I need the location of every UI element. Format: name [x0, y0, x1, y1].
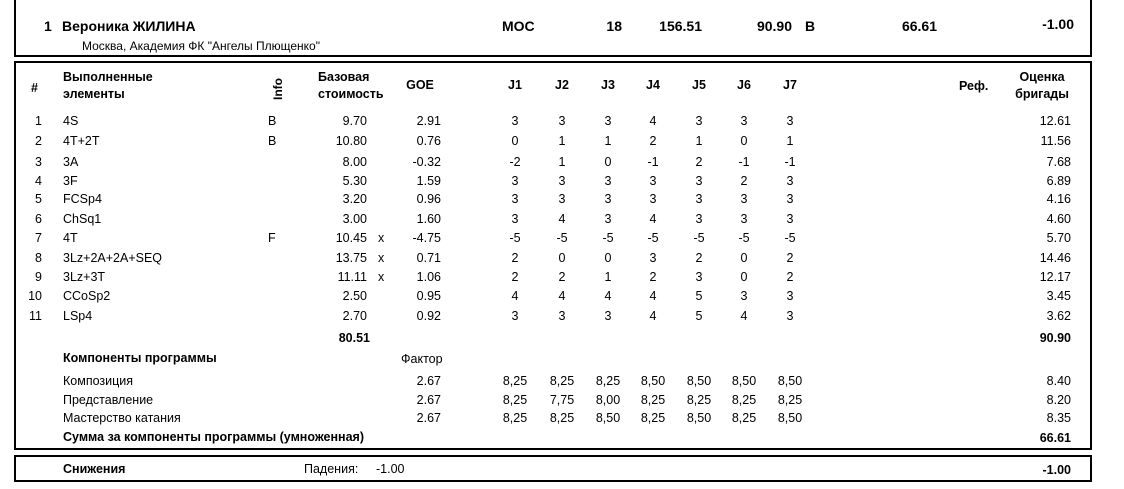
component-judge-5: 8,50 — [686, 374, 712, 388]
component-judge-5: 8,25 — [686, 393, 712, 407]
element-judge-6: 3 — [740, 192, 748, 206]
element-judge-6: 3 — [740, 114, 748, 128]
element-judge-7: 3 — [786, 192, 794, 206]
component-factor: 2.67 — [416, 411, 441, 425]
element-judge-5: 3 — [695, 270, 703, 284]
element-judge-6: 0 — [740, 134, 748, 148]
element-judge-6: -5 — [738, 231, 750, 245]
element-judge-3: 3 — [604, 174, 612, 188]
header-number: # — [31, 81, 38, 95]
element-code: 3F — [63, 174, 78, 188]
athlete-pcs-flag: B — [805, 18, 816, 34]
component-judge-2: 8,25 — [549, 374, 575, 388]
header-elements-1: Выполненные — [63, 70, 153, 84]
element-judge-2: 1 — [558, 155, 566, 169]
element-judge-7: 3 — [786, 174, 794, 188]
element-judge-2: 1 — [558, 134, 566, 148]
element-judge-1: -2 — [509, 155, 521, 169]
element-base-value: 10.45 — [335, 231, 367, 245]
element-judge-5: 3 — [695, 192, 703, 206]
element-judge-3: 3 — [604, 212, 612, 226]
athlete-tes: 90.90 — [756, 18, 792, 34]
element-goe: 2.91 — [416, 114, 441, 128]
element-code: 4T+2T — [63, 134, 100, 148]
element-judge-3: 4 — [604, 289, 612, 303]
element-judge-2: 3 — [558, 114, 566, 128]
element-goe: 1.60 — [416, 212, 441, 226]
element-judge-4: -1 — [647, 155, 659, 169]
element-base-value: 2.50 — [342, 289, 367, 303]
header-judge-2: J2 — [555, 78, 569, 92]
element-goe: 0.71 — [416, 251, 441, 265]
element-code: FCSp4 — [63, 192, 102, 206]
element-number: 3 — [35, 155, 42, 169]
element-judge-3: -5 — [602, 231, 614, 245]
element-judge-6: -1 — [738, 155, 750, 169]
component-score: 8.40 — [1046, 374, 1071, 388]
header-judge-3: J3 — [601, 78, 615, 92]
component-judge-6: 8,25 — [731, 411, 757, 425]
element-number: 5 — [35, 192, 42, 206]
component-judge-1: 8,25 — [502, 411, 528, 425]
falls-value: -1.00 — [376, 462, 405, 476]
header-judge-5: J5 — [692, 78, 706, 92]
element-judge-6: 0 — [740, 251, 748, 265]
deductions-label: Снижения — [63, 462, 126, 476]
element-base-value: 3.00 — [342, 212, 367, 226]
element-number: 4 — [35, 174, 42, 188]
athlete-pcs: 66.61 — [901, 18, 937, 34]
element-judge-2: 3 — [558, 174, 566, 188]
element-base-value: 11.11 — [337, 270, 367, 284]
element-judge-7: 3 — [786, 212, 794, 226]
component-name: Композиция — [63, 374, 134, 388]
element-judge-7: 3 — [786, 114, 794, 128]
falls-label: Падения: — [304, 462, 359, 476]
component-factor: 2.67 — [416, 393, 441, 407]
element-number: 8 — [35, 251, 42, 265]
element-goe: 0.76 — [416, 134, 441, 148]
element-judge-6: 2 — [740, 174, 748, 188]
element-judge-3: 1 — [604, 270, 612, 284]
element-judge-1: 3 — [511, 174, 519, 188]
header-base-value-1: Базовая — [318, 70, 370, 84]
element-panel-score: 6.89 — [1046, 174, 1071, 188]
element-judge-7: -1 — [784, 155, 796, 169]
header-judge-4: J4 — [646, 78, 660, 92]
element-judge-2: 3 — [558, 309, 566, 323]
element-judge-5: 2 — [695, 155, 703, 169]
component-judge-1: 8,25 — [502, 374, 528, 388]
element-base-value: 8.00 — [342, 155, 367, 169]
component-name: Представление — [63, 393, 154, 407]
element-judge-7: 3 — [786, 309, 794, 323]
element-goe: 1.06 — [416, 270, 441, 284]
element-judge-5: 1 — [695, 134, 703, 148]
element-judge-5: 3 — [695, 212, 703, 226]
deductions-total: -1.00 — [1042, 463, 1071, 477]
component-judge-3: 8,00 — [595, 393, 621, 407]
element-judge-4: 2 — [649, 134, 657, 148]
element-number: 7 — [35, 231, 42, 245]
element-judge-6: 3 — [740, 212, 748, 226]
element-judge-4: 4 — [649, 114, 657, 128]
element-judge-3: 0 — [604, 251, 612, 265]
element-judge-1: -5 — [509, 231, 521, 245]
element-judge-4: 4 — [649, 212, 657, 226]
component-judge-2: 8,25 — [549, 411, 575, 425]
element-judge-4: 4 — [649, 289, 657, 303]
element-judge-2: 2 — [558, 270, 566, 284]
component-judge-3: 8,25 — [595, 374, 621, 388]
element-judge-1: 2 — [511, 270, 519, 284]
component-judge-6: 8,50 — [731, 374, 757, 388]
component-judge-7: 8,50 — [777, 374, 803, 388]
element-judge-3: 3 — [604, 192, 612, 206]
element-judge-7: 2 — [786, 251, 794, 265]
components-title: Компоненты программы — [63, 351, 217, 365]
element-code: LSp4 — [63, 309, 93, 323]
element-judge-7: -5 — [784, 231, 796, 245]
components-total-label: Сумма за компоненты программы (умноженная) — [63, 430, 364, 444]
component-judge-4: 8,25 — [640, 393, 666, 407]
athlete-start-number: 18 — [606, 18, 622, 34]
element-judge-4: 2 — [649, 270, 657, 284]
element-judge-1: 2 — [511, 251, 519, 265]
element-goe: 1.59 — [416, 174, 441, 188]
athlete-club: Москва, Академия ФК "Ангелы Плющенко" — [82, 39, 320, 53]
element-panel-score: 12.17 — [1039, 270, 1071, 284]
element-judge-7: 3 — [786, 289, 794, 303]
element-code: 3A — [63, 155, 79, 169]
element-panel-score: 7.68 — [1046, 155, 1071, 169]
element-base-value: 3.20 — [342, 192, 367, 206]
element-code: 3Lz+3T — [63, 270, 106, 284]
element-info: B — [268, 114, 277, 128]
component-judge-7: 8,50 — [777, 411, 803, 425]
element-panel-score: 4.60 — [1046, 212, 1071, 226]
header-referee: Реф. — [959, 79, 989, 93]
element-judge-1: 3 — [511, 114, 519, 128]
element-goe: 0.95 — [416, 289, 441, 303]
element-judge-5: 5 — [695, 309, 703, 323]
component-judge-2: 7,75 — [549, 393, 575, 407]
element-judge-2: 0 — [558, 251, 566, 265]
element-judge-2: -5 — [556, 231, 568, 245]
element-goe: -4.75 — [412, 231, 441, 245]
element-code: 4S — [63, 114, 79, 128]
component-judge-6: 8,25 — [731, 393, 757, 407]
element-panel-score: 14.46 — [1039, 251, 1071, 265]
element-number: 2 — [35, 134, 42, 148]
element-judge-2: 3 — [558, 192, 566, 206]
header-goe: GOE — [406, 78, 434, 92]
element-number: 6 — [35, 212, 42, 226]
element-base-value: 2.70 — [342, 309, 367, 323]
element-judge-7: 1 — [786, 134, 794, 148]
element-judge-1: 0 — [511, 134, 519, 148]
element-judge-3: 3 — [604, 114, 612, 128]
header-judge-1: J1 — [508, 78, 522, 92]
athlete-name: Вероника ЖИЛИНА — [62, 18, 196, 34]
element-base-value: 13.75 — [335, 251, 367, 265]
element-number: 1 — [35, 114, 42, 128]
element-base-value: 10.80 — [335, 134, 367, 148]
athlete-rank: 1 — [44, 18, 52, 34]
element-judge-1: 3 — [511, 192, 519, 206]
element-judge-3: 0 — [604, 155, 612, 169]
header-judge-7: J7 — [783, 78, 797, 92]
header-score-1: Оценка — [1019, 70, 1065, 84]
component-judge-1: 8,25 — [502, 393, 528, 407]
element-code: CCoSp2 — [63, 289, 111, 303]
element-judge-1: 3 — [511, 309, 519, 323]
element-panel-score: 12.61 — [1039, 114, 1071, 128]
element-bonus-mark: x — [378, 231, 385, 245]
element-judge-5: 2 — [695, 251, 703, 265]
athlete-deductions: -1.00 — [1042, 16, 1074, 32]
element-judge-2: 4 — [558, 212, 566, 226]
component-judge-3: 8,50 — [595, 411, 621, 425]
element-judge-7: 2 — [786, 270, 794, 284]
element-bonus-mark: x — [378, 270, 385, 284]
header-info: Info — [271, 78, 285, 100]
component-judge-4: 8,50 — [640, 374, 666, 388]
element-judge-5: 3 — [695, 114, 703, 128]
deductions-box — [14, 455, 1092, 482]
element-judge-3: 3 — [604, 309, 612, 323]
element-panel-score: 5.70 — [1046, 231, 1071, 245]
element-panel-score: 3.62 — [1046, 309, 1071, 323]
element-panel-score: 11.56 — [1040, 134, 1071, 148]
element-info: B — [268, 134, 277, 148]
element-judge-1: 4 — [511, 289, 519, 303]
element-judge-4: 3 — [649, 174, 657, 188]
element-goe: 0.96 — [416, 192, 441, 206]
element-base-value: 5.30 — [342, 174, 367, 188]
athlete-nation: MOC — [502, 18, 535, 34]
element-judge-2: 4 — [558, 289, 566, 303]
element-code: ChSq1 — [63, 212, 102, 226]
element-code: 4T — [63, 231, 78, 245]
element-judge-5: 5 — [695, 289, 703, 303]
component-judge-4: 8,25 — [640, 411, 666, 425]
element-judge-4: 3 — [649, 251, 657, 265]
element-number: 11 — [29, 309, 42, 323]
element-bonus-mark: x — [378, 251, 385, 265]
elements-total-score: 90.90 — [1039, 331, 1071, 345]
athlete-total-score: 156.51 — [659, 18, 702, 34]
element-info: F — [268, 231, 276, 245]
component-judge-7: 8,25 — [777, 393, 803, 407]
element-number: 10 — [28, 289, 42, 303]
component-judge-5: 8,50 — [686, 411, 712, 425]
element-base-value: 9.70 — [342, 114, 367, 128]
element-goe: -0.32 — [412, 155, 441, 169]
component-score: 8.35 — [1046, 411, 1071, 425]
element-code: 3Lz+2A+2A+SEQ — [63, 251, 163, 265]
components-factor-label: Фактор — [401, 352, 443, 366]
elements-total-base-value: 80.51 — [338, 331, 370, 345]
element-judge-1: 3 — [511, 212, 519, 226]
element-panel-score: 3.45 — [1046, 289, 1071, 303]
element-judge-4: -5 — [647, 231, 659, 245]
header-elements-2: элементы — [63, 87, 125, 101]
element-judge-5: -5 — [693, 231, 705, 245]
element-goe: 0.92 — [416, 309, 441, 323]
element-judge-4: 4 — [649, 309, 657, 323]
element-judge-6: 3 — [740, 289, 748, 303]
component-factor: 2.67 — [416, 374, 441, 388]
element-judge-6: 4 — [740, 309, 748, 323]
element-judge-4: 3 — [649, 192, 657, 206]
header-judge-6: J6 — [737, 78, 751, 92]
element-number: 9 — [35, 270, 42, 284]
components-total: 66.61 — [1039, 431, 1071, 445]
element-panel-score: 4.16 — [1046, 192, 1071, 206]
element-judge-5: 3 — [695, 174, 703, 188]
element-judge-6: 0 — [740, 270, 748, 284]
component-name: Мастерство катания — [63, 411, 181, 425]
element-judge-3: 1 — [604, 134, 612, 148]
component-score: 8.20 — [1046, 393, 1071, 407]
header-base-value-2: стоимость — [318, 87, 384, 101]
header-score-2: бригады — [1015, 87, 1069, 101]
